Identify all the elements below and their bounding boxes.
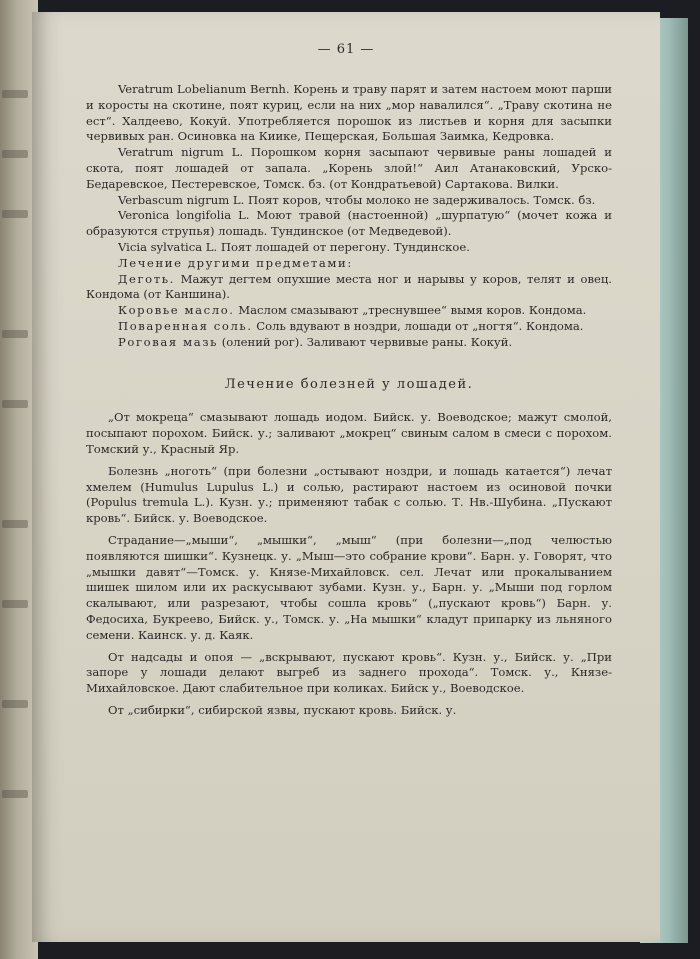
entry-paragraph: [86, 303, 612, 319]
body-paragraph: От надсады и опоя — „вскрывают, пускают кровь“. Кузн. у., Бийск. у. „При запоре у лошади делают выгреб из заднего прохода“. Томск. у., Князе-Михайловское. Дают слабительное при коликах. Бийск у., Воеводское.: [86, 649, 612, 696]
entry-paragraph: [86, 272, 612, 304]
entry-text: Маслом смазывают „треснувшее“ вымя коров. Кондома.: [234, 303, 587, 318]
body-paragraph: „От мокреца“ смазывают лошадь иодом. Бийск. у. Воеводское; мажут смолой, посыпают порохом. Бийск. у.; заливают „мокрец“ свиным салом в смеси с порохом. Томский у., Красный Яр.: [86, 410, 612, 456]
entry-paragraph: [86, 335, 612, 351]
entry-text: Корень и траву парят и затем настоем моют парши и коросты на скотине, поят куриц, если на них „мор навалился“. „Траву скотина не ест“. Халдеево, Кокуй. Употребляется порошок из листьев и корня для засыпки червивых ран. Осиновка на Киике, Пещерская, Большая Заимка, Кедровка.: [86, 82, 612, 144]
entry-text: Поят коров, чтобы молоко не задерживалось. Томск. бз.: [244, 192, 596, 207]
subsection-title: Лечение другими предметами:: [118, 255, 353, 270]
entry-paragraph: [86, 319, 612, 335]
entry-text: Соль вдувают в ноздри, лошади от „ногтя“. Кондома.: [252, 318, 584, 333]
entry-term: Поваренная соль.: [118, 318, 253, 333]
entry-term: Vicia sylvatica L.: [118, 239, 218, 254]
entry-term: Veratrum Lobelianum Bernh.: [118, 82, 290, 96]
entry-paragraph: [86, 240, 612, 256]
entry-text: Поят лошадей от перегону. Тундинское.: [217, 239, 470, 254]
entry-paragraph: [86, 145, 612, 192]
entry-term: Роговая мазь: [118, 334, 219, 349]
body-paragraph: Болезнь „ноготь“ (при болезни „остывают ноздри, и лошадь катается“) лечат хмелем (Humulus Lupulus L.) и солью, растирают настоем из осиновой почки (Populus tremula L.). Кузн. у.; применяют табак с солью. Т. Нв.-Шубина. „Пускают кровь“. Бийск. у. Воеводское.: [86, 463, 612, 526]
entry-text: Мажут дегтем опухшие места ног и нарывы у коров, телят и овец. Кондома (от Каншина).: [86, 271, 612, 302]
entry-paragraph: [86, 193, 612, 209]
body-paragraph: От „сибирки“, сибирской язвы, пускают кровь. Бийск. у.: [108, 702, 457, 717]
section-heading: Лечение болезней у лошадей.: [224, 376, 474, 392]
entry-term: Verbascum nigrum L.: [118, 192, 245, 207]
book-page: [32, 12, 660, 942]
entry-term: Veronica longifolia L.: [118, 208, 250, 223]
entry-text: (олений рог). Заливают червивые раны. Кокуй.: [218, 334, 513, 349]
body-paragraph: Страдание—„мыши“, „мышки“, „мыш“ (при болезни—„под челюстью появляются шишки“. Кузнецк. у. „Мыш—это собрание крови“. Барн. у. Говорят, что „мышки давят“—Томск. у. Князе-Михайловск. сел. Лечат или прокалыванием шишек шилом или их раскусывают зубами. Кузн. у., Барн. у. „Мыши под горлом скалывают, или разрезают, чтобы сошла кровь“ („пускают кровь“) Барн. у. Федосиха, Букреево, Бийск. у., Томск. у. „На мышки“ кладут припарку из льняного семени. Каинск. у. д. Каяк.: [86, 532, 612, 642]
entry-term: Veratrum nigrum L.: [118, 145, 244, 160]
entry-paragraph: [86, 208, 612, 240]
entry-term: Деготь.: [118, 271, 175, 286]
entry-text: Моют травой (настоенной) „шурпатую“ (мочет кожа и образуются струпья) лошадь. Тундинское (от Медведевой).: [86, 208, 612, 239]
page-body: [86, 82, 612, 719]
entry-term: Коровье масло.: [118, 303, 235, 318]
entry-paragraph: [86, 82, 612, 145]
entry-text: Порошком корня засыпают червивые раны лошадей и скота, поят лошадей от запала. „Корень злой!“ Аил Атанаковский, Урско-Бедаревское, Пестеревское, Томск. бз. (от Кондратьевой) Сартакова. Вилки.: [86, 145, 613, 191]
page-number: — 61 —: [317, 42, 375, 57]
